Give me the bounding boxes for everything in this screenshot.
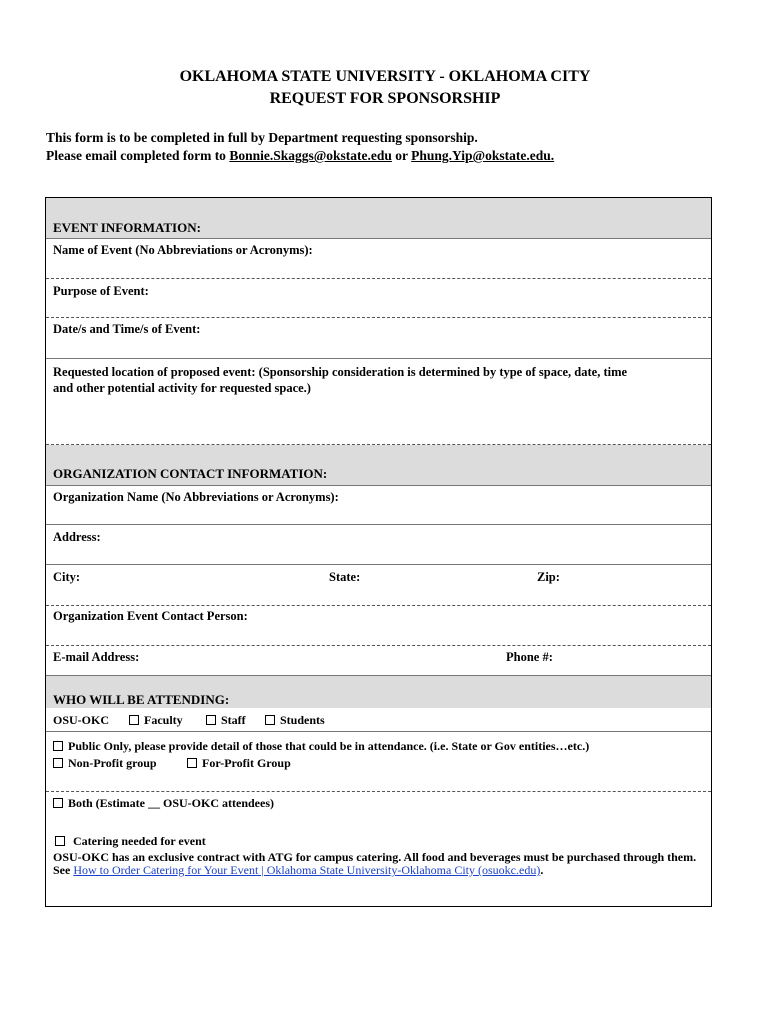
divider [46, 791, 711, 792]
city-state-zip-field-line[interactable] [46, 605, 711, 606]
staff-option[interactable] [206, 713, 246, 728]
staff-label: Staff [221, 713, 246, 727]
divider [46, 485, 711, 486]
catering-link[interactable]: How to Order Catering for Your Event | Oklahoma State University-Oklahoma City (osuokc.edu) [73, 863, 541, 877]
students-checkbox[interactable] [265, 715, 275, 725]
email-link-phung[interactable]: Phung.Yip@okstate.edu. [411, 148, 555, 163]
both-checkbox[interactable] [53, 798, 63, 808]
contact-person-label: Organization Event Contact Person: [53, 609, 248, 623]
contact-person-field-line[interactable] [46, 645, 711, 646]
address-field-line[interactable] [46, 564, 711, 565]
event-dates-label: Date/s and Time/s of Event: [53, 322, 201, 336]
forprofit-option[interactable] [187, 756, 291, 771]
event-purpose-field-line[interactable] [46, 317, 711, 318]
event-dates-field-line[interactable] [46, 358, 711, 359]
org-name-label: Organization Name (No Abbreviations or Acronyms): [53, 490, 339, 504]
event-name-label: Name of Event (No Abbreviations or Acronyms): [53, 243, 313, 257]
form-title: OKLAHOMA STATE UNIVERSITY - OKLAHOMA CITY [179, 68, 591, 85]
catering-note-text: OSU-OKC has an exclusive contract with ATG for campus catering. All food and beverages must be purchased through them. See [53, 850, 697, 877]
org-name-field-line[interactable] [46, 524, 711, 525]
forprofit-label: For-Profit Group [202, 756, 291, 770]
email-link-bonnie[interactable]: Bonnie.Skaggs@okstate.edu [229, 148, 392, 163]
intro-prefix: Please email completed form to [46, 148, 230, 163]
location-label-line-2: and other potential activity for requested space.) [53, 381, 311, 395]
phone-label: Phone #: [506, 650, 553, 664]
event-name-field-line[interactable] [46, 278, 711, 279]
intro-line-1: This form is to be completed in full by Department requesting sponsorship. [46, 130, 478, 145]
event-purpose-label: Purpose of Event: [53, 284, 149, 298]
public-only-label: Public Only, please provide detail of those that could be in attendance. (i.e. State or Gov entities…etc.) [68, 739, 590, 753]
divider [46, 731, 711, 732]
public-only-checkbox[interactable] [53, 741, 63, 751]
both-option[interactable] [53, 796, 274, 811]
students-label: Students [280, 713, 325, 727]
catering-option[interactable] [55, 834, 206, 849]
city-label: City: [53, 570, 81, 584]
catering-note-end: . [540, 863, 544, 877]
intro-line-2 [46, 148, 554, 164]
sponsorship-form [45, 197, 712, 907]
nonprofit-checkbox[interactable] [53, 758, 63, 768]
students-option[interactable] [265, 713, 325, 728]
event-info-heading: EVENT INFORMATION: [53, 220, 201, 235]
staff-checkbox[interactable] [206, 715, 216, 725]
osuokc-label: OSU-OKC [53, 713, 110, 727]
attending-heading: WHO WILL BE ATTENDING: [53, 692, 230, 707]
both-label: Both (Estimate __ OSU-OKC attendees) [68, 796, 274, 810]
location-label-line-1: Requested location of proposed event: (Sponsorship consideration is determined by type of space, date, time [53, 365, 628, 379]
divider [46, 238, 711, 239]
email-address-label: E-mail Address: [53, 650, 140, 664]
org-info-heading: ORGANIZATION CONTACT INFORMATION: [53, 466, 328, 481]
faculty-option[interactable] [129, 713, 183, 728]
state-label: State: [329, 570, 361, 584]
catering-label: Catering needed for event [73, 834, 206, 848]
form-subtitle: REQUEST FOR SPONSORSHIP [269, 90, 501, 107]
catering-note [53, 851, 708, 877]
zip-label: Zip: [537, 570, 560, 584]
catering-checkbox[interactable] [55, 836, 65, 846]
address-label: Address: [53, 530, 101, 544]
forprofit-checkbox[interactable] [187, 758, 197, 768]
nonprofit-option[interactable] [53, 756, 157, 771]
faculty-checkbox[interactable] [129, 715, 139, 725]
public-only-option[interactable] [53, 739, 589, 754]
faculty-label: Faculty [144, 713, 183, 727]
intro-mid: or [391, 148, 412, 163]
nonprofit-label: Non-Profit group [68, 756, 157, 770]
